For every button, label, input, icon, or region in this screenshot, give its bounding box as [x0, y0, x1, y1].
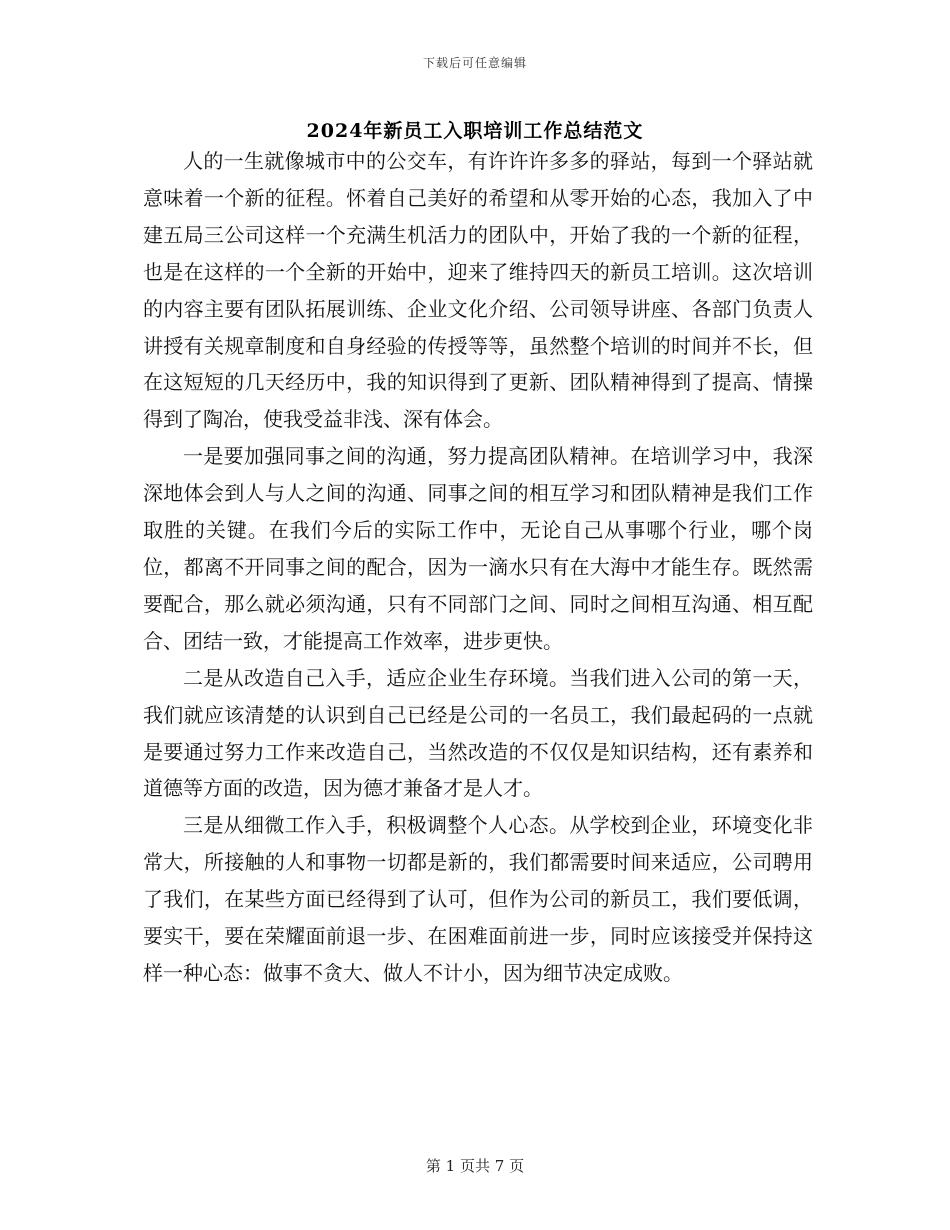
- body-paragraph-1: 人的一生就像城市中的公交车，有许许许多多的驿站，每到一个驿站就意味着一个新的征程。怀着自己美好的希望和从零开始的心态，我加入了中建五局三公司这样一个充满生机活力的团队中，开始了我的一个新的征程，也是在这样的一个全新的开始中，迎来了维持四天的新员工培训。这次培训的内容主要有团队拓展训练、企业文化介绍、公司领导讲座、各部门负责人讲授有关规章制度和自身经验的传授等等，虽然整个培训的时间并不长，但在这短短的几天经历中，我的知识得到了更新、团队精神得到了提高、情操得到了陶冶，使我受益非浅、深有体会。: [143, 149, 813, 432]
- document-title: 2024年新员工入职培训工作总结范文: [306, 120, 644, 142]
- body-paragraph-2: 一是要加强同事之间的沟通，努力提高团队精神。在培训学习中，我深深地体会到人与人之间的沟通、同事之间的相互学习和团队精神是我们工作取胜的关键。在我们今后的实际工作中，无论自己从事哪个行业，哪个岗位，都离不开同事之间的配合，因为一滴水只有在大海中才能生存。既然需要配合，那么就必须沟通，只有不同部门之间、同时之间相互沟通、相互配合、团结一致，才能提高工作效率，进步更快。: [143, 444, 813, 653]
- page-header: 下载后可任意编辑: [422, 56, 527, 70]
- body-paragraph-4: 三是从细微工作入手，积极调整个人心态。从学校到企业，环境变化非常大，所接触的人和事物一切都是新的，我们都需要时间来适应，公司聘用了我们，在某些方面已经得到了认可，但作为公司的新员工，我们要低调，要实干，要在荣耀面前退一步、在困难面前进一步，同时应该接受并保持这样一种心态：做事不贪大、做人不计小，因为细节决定成败。: [143, 813, 813, 985]
- document-body: [143, 143, 813, 992]
- body-paragraph-3: 二是从改造自己入手，适应企业生存环境。当我们进入公司的第一天，我们就应该清楚的认识到自己已经是公司的一名员工，我们最起码的一点就是要通过努力工作来改造自己，当然改造的不仅仅是知识结构，还有素养和道德等方面的改造，因为德才兼备才是人才。: [143, 665, 813, 801]
- page-number: 第 1 页共 7 页: [425, 1157, 525, 1175]
